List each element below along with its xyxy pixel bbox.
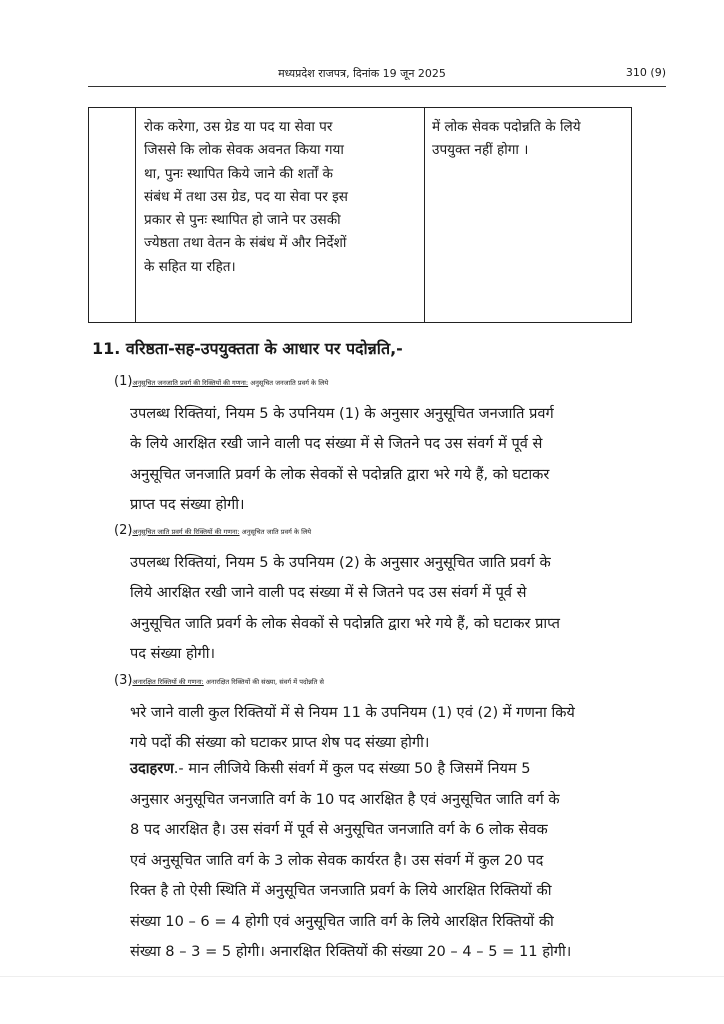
table-column-divider [424,108,425,322]
paragraph-line: अनुसूचित जाति प्रवर्ग के लोक सेवकों से पदोन्नति द्वारा भरे गये हैं, को घटाकर प्राप्त [130,614,560,632]
page-footer-edge [0,976,724,977]
paragraph-line: उपलब्ध रिक्तियां, नियम 5 के उपनियम (1) के अनुसार अनुसूचित जनजाति प्रवर्ग [130,404,554,422]
subrule-number: (1) [114,374,133,389]
paragraph-line: गये पदों की संख्या को घटाकर प्राप्त शेष पद संख्या होगी। [130,734,430,751]
subrule-title: अनुसूचित जाति प्रवर्ग की रिक्तियों की गणना: [132,528,240,536]
paragraph-line: भरे जाने वाली कुल रिक्तियों में से नियम 11 के उपनियम (1) एवं (2) में गणना किये [130,703,575,721]
table-line: ज्येष्ठता तथा वेतन के संबंध में और निर्देशों [144,235,347,252]
subrule-title: अनारक्षित रिक्तियों की गणना: [132,678,204,686]
paragraph-line: अनारक्षित रिक्तियों की संख्या, संवर्ग में पदोन्नति से [203,678,324,686]
subrule-title: अनुसूचित जनजाति प्रवर्ग की रिक्तियों की गणना: [132,379,249,387]
table-line: उपयुक्त नहीं होगा । [432,142,529,159]
paragraph-line: प्राप्त पद संख्या होगी। [130,496,245,513]
paragraph-line: अनुसूचित जनजाति प्रवर्ग के लोक सेवकों से पदोन्नति द्वारा भरे गये हैं, को घटाकर [130,465,550,483]
paragraph-line: पद संख्या होगी। [130,645,216,662]
paragraph-line: रिक्त है तो ऐसी स्थिति में अनुसूचित जनजाति प्रवर्ग के लिये आरक्षित रिक्तियों की [130,882,552,899]
table-line: में लोक सेवक पदोन्नति के लिये [432,119,581,135]
example-paragraph [130,754,655,968]
table-column-divider [135,108,136,322]
page-header [0,66,724,88]
table-line: के सहित या रहित। [144,258,236,275]
paragraph-line: एवं अनुसूचित जाति वर्ग के 3 लोक सेवक कार्यरत है। उस संवर्ग में कुल 20 पद [130,851,544,869]
paragraph-line: अनुसूचित जाति प्रवर्ग के लिये [239,528,312,536]
continued-table [88,107,632,323]
paragraph-line: अनुसार अनुसूचित जनजाति वर्ग के 10 पद आरक्षित है एवं अनुसूचित जाति वर्ग के [130,790,560,808]
paragraph-line: संख्या 10 – 6 = 4 होगी एवं अनुसूचित जाति वर्ग के लिये आरक्षित रिक्तियों की [130,912,554,930]
subrule-1 [114,367,655,521]
subrule-number: (3) [114,673,133,688]
table-line: था, पुनः स्थापित किये जाने की शर्तों के [144,165,333,182]
table-line: रोक करेगा, उस ग्रेड या पद या सेवा पर [144,119,333,135]
paragraph-line: संख्या 8 – 3 = 5 होगी। अनारक्षित रिक्तियों की संख्या 20 – 4 – 5 = 11 होगी। [130,943,572,960]
table-cell-result [432,116,628,163]
paragraph-line: लिये आरक्षित रखी जाने वाली पद संख्या में से जितने पद उस संवर्ग में पूर्व से [130,584,527,601]
gazette-title: मध्यप्रदेश राजपत्र, दिनांक 19 जून 2025 [278,67,446,80]
table-line: प्रकार से पुनः स्थापित हो जाने पर उसकी [144,212,341,229]
subrule-number: (2) [114,523,133,538]
table-line: संबंध में तथा उस ग्रेड, पद या सेवा पर इस [144,188,348,205]
table-cell-conditions [144,116,416,279]
subrule-3 [114,666,655,759]
paragraph-line: 8 पद आरक्षित है। उस संवर्ग में पूर्व से अनुसूचित जनजाति वर्ग के 6 लोक सेवक [130,821,548,838]
table-line: जिससे कि लोक सेवक अवनत किया गया [144,142,344,159]
subrule-2 [114,516,655,670]
paragraph-line: उपलब्ध रिक्तियां, नियम 5 के उपनियम (2) के अनुसार अनुसूचित जाति प्रवर्ग के [130,553,551,571]
paragraph-line: अनुसूचित जनजाति प्रवर्ग के लिये [248,379,329,387]
paragraph-line: .- मान लीजिये किसी संवर्ग में कुल पद संख्या 50 है जिसमें नियम 5 [173,760,531,777]
paragraph-line: के लिये आरक्षित रखी जाने वाली पद संख्या में से जितने पद उस संवर्ग में पूर्व से [130,435,543,452]
header-divider [88,86,666,87]
section-heading: 11. वरिष्ठता-सह-उपयुक्तता के आधार पर पदोन्नति,- [92,339,403,358]
example-label: उदाहरण [130,760,174,777]
page-number: 310 (9) [625,66,666,79]
